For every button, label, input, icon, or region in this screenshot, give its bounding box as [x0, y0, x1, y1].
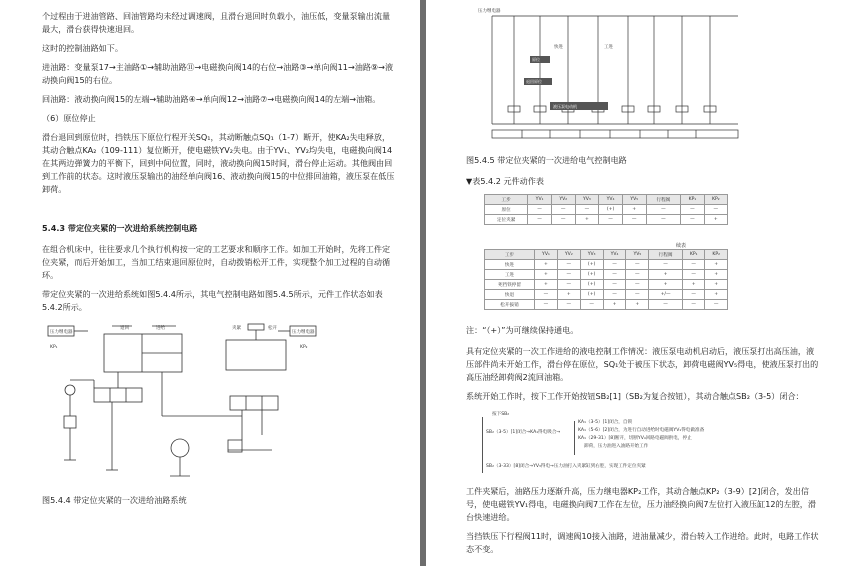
table-cell: — [603, 270, 626, 280]
table-cell: — [603, 280, 626, 290]
diagram-label: 压力继电器 [292, 330, 315, 335]
paragraph: 进油路：变量泵17→主油路①→辅助油路⑪→电磁换向阀14的右位→油路③→单向阀11→油路⑨→液动换向阀15的右位。 [42, 62, 394, 85]
table-cell: + [557, 290, 580, 300]
table-header-cell: 工步 [485, 195, 528, 205]
table-cell: 工进 [485, 270, 535, 280]
paragraph: 具有定位夹紧的一次工作进给的液电控制工作情况：液压泵电动机启动后，液压泵打出高压油，液压部件尚未开始工作，滑台停在原位，SQ₁处于被压下状态，卸荷电磁阀YV₅得电，使液压泵打出的高压油经卸荷阀2流回油箱。 [466, 346, 819, 382]
right-page [426, 0, 845, 566]
flow-step: KA₁（3-5）[1]闭合，自锁 [578, 420, 633, 425]
table-cell: — [557, 260, 580, 270]
diagram-label: 进给 [156, 326, 165, 331]
table-cell: + [622, 205, 646, 215]
table-cell: — [557, 280, 580, 290]
table-cell: — [682, 270, 705, 280]
diagram-label: 液压泵电动机 [553, 104, 577, 109]
table-header-cell: YV₄ [603, 250, 626, 260]
table-cell: 原位 [485, 205, 528, 215]
table-row [485, 205, 728, 215]
table-cell: — [682, 260, 705, 270]
table-cell: + [649, 280, 683, 290]
table-cell: — [575, 205, 599, 215]
paragraph: 工件夹紧后，油路压力逐渐升高，压力继电器KP₂工作，其动合触点KP₂（3-9）[2]闭合，发出信号，使电磁铁YV₁得电，电磁换向阀7工作在左位，压力油经换向阀7左位打入液压缸12的左腔，滑台快速进给。 [466, 486, 816, 522]
diagram-label: 工进 [604, 45, 613, 50]
table-header-cell: 行程阀 [649, 250, 683, 260]
flow-step: 按下SB₂ [492, 412, 510, 417]
table-cell: — [626, 290, 649, 300]
table-cell: — [528, 215, 552, 225]
table-cell: 死挡铁停留 [485, 280, 535, 290]
table-cell: 快进 [485, 260, 535, 270]
table-header-cell: KP₁ [681, 195, 704, 205]
table-header-cell: YV₃ [580, 250, 603, 260]
table-cell: + [704, 215, 727, 225]
table-cell: — [682, 290, 705, 300]
table-cell: — [682, 300, 705, 310]
table-title: ▼表5.4.2 元件动作表 [466, 176, 544, 186]
table-cell: + [534, 280, 557, 290]
table-cell: + [705, 280, 728, 290]
table-cell: (+) [580, 270, 603, 280]
table-header-cell: KP₁ [682, 250, 705, 260]
flow-step: SB₂（3-5）[1]闭合→KA₁得电吸合→ [486, 430, 561, 435]
paragraph: 个过程由于进油管路、回油管路均未经过调速阀，且滑台退回时负载小，油压低，变量泵输出流量最大，滑台获得快速退回。 [42, 11, 391, 34]
paragraph: 当挡铁压下行程阀11时，调速阀10接入油路，进油量减少，滑台转入工作进给。此时，电路工作状态不变。 [466, 531, 819, 554]
table-cell: — [534, 300, 557, 310]
table-header-cell: YV₁ [528, 195, 552, 205]
left-page [0, 0, 420, 566]
table-cell: 定位夹紧 [485, 215, 528, 225]
table-header-cell: YV₅ [622, 195, 646, 205]
table-row [485, 215, 728, 225]
diagram-label: 松开 [268, 326, 277, 331]
figure-caption: 图5.4.5 带定位夹紧的一次进给电气控制电路 [466, 155, 627, 165]
hydraulic-diagram [42, 320, 342, 490]
table-cell: 松开拔销 [485, 300, 535, 310]
table-cell: + [705, 260, 728, 270]
diagram-label: 压力继电器 [50, 330, 73, 335]
table-row [485, 270, 728, 280]
diagram-label: KP₁ [50, 345, 58, 350]
table-cell: + [575, 215, 599, 225]
table-cell: + [534, 260, 557, 270]
table-cell: — [528, 205, 552, 215]
paragraph: 在组合机床中，往往要求几个执行机构按一定的工艺要求和顺序工作。如加工开始时，先将工件定位夹紧，而后开始加工，当加工结束退回原位时，自动拨销松开工件，实现整个加工过程的自动循环。 [42, 244, 391, 280]
table-header-cell: YV₅ [626, 250, 649, 260]
table-cell: — [626, 270, 649, 280]
flow-diagram [474, 409, 819, 479]
table-cell: (+) [580, 280, 603, 290]
table-cell: + [534, 270, 557, 280]
table-cell: — [649, 260, 683, 270]
subheading: （6）原位停止 [42, 113, 96, 123]
table-header-cell: KP₂ [705, 250, 728, 260]
table-cell: — [626, 280, 649, 290]
table-cell: — [557, 300, 580, 310]
table-cell: — [646, 205, 681, 215]
table-cell: (+) [599, 205, 623, 215]
paragraph: 这时的控制油路如下。 [42, 43, 123, 53]
table-cell: + [705, 270, 728, 280]
table-cell: 快退 [485, 290, 535, 300]
paragraph: 系统开始工作时，按下工作开始按钮SB₂[1]（SB₂为复合按钮），其动合触点SB₂（3-5）闭合： [466, 391, 804, 401]
table-header-cell: YV₂ [557, 250, 580, 260]
table-cell: — [705, 300, 728, 310]
table-cell: +/— [649, 290, 683, 300]
table-cell: + [682, 280, 705, 290]
diagram-label: 退回 [120, 326, 129, 331]
table-row [485, 290, 728, 300]
table-cell: (+) [580, 260, 603, 270]
action-table-continued [484, 249, 728, 310]
paragraph: 带定位夹紧的一次进给系统如图5.4.4所示，其电气控制电路如图5.4.5所示，元件工作状态如表5.4.2所示。 [42, 289, 383, 312]
table-cell: — [681, 205, 704, 215]
flow-step: KA₁（29-31）[8]断开，切断YV₄回路电磁阀供电，停止 [578, 436, 692, 441]
flow-step: KA₁（5-6）[2]闭合，为进行自动进给时电磁阀YV₁得电做准备 [578, 428, 705, 433]
action-table [484, 194, 728, 225]
table-cell: + [705, 290, 728, 300]
circuit-diagram [478, 6, 748, 144]
table-header-cell: YV₁ [534, 250, 557, 260]
table-cell: — [580, 300, 603, 310]
table-row [485, 260, 728, 270]
table-cell: — [551, 205, 575, 215]
paragraph: 滑台退回到原位时，挡铁压下原位行程开关SQ₁，其动断触点SQ₁（1-7）断开，使KA₂失电释放，其动合触点KA₂（109-111）复位断开，使电磁铁YV₂失电。由于YV₁、YV₂均失电，电磁换向阀14在其两边弹簧力的平衡下，回到中间位置，同时，液动换向阀15时间，滑台停止运动。其他阀由回到工作前的状态。这时液压泵输出的油经单向阀16、液动换向阀15的中位排回油箱，液压泵在低压卸荷。 [42, 132, 395, 194]
table-cell: + [603, 300, 626, 310]
diagram-label: 夹紧 [232, 326, 241, 331]
table-continued-note: 续表 [675, 243, 686, 249]
table-row [485, 280, 728, 290]
table-header-cell: 行程阀 [646, 195, 681, 205]
figure-caption: 图5.4.4 带定位夹紧的一次进给油路系统 [42, 495, 187, 505]
diagram-label: KP₂ [300, 345, 308, 350]
diagram-label: 压力继电器 [478, 9, 501, 14]
table-cell: + [626, 300, 649, 310]
table-cell: (+) [580, 290, 603, 300]
table-cell: — [557, 270, 580, 280]
section-heading: 5.4.3 带定位夹紧的一次进给系统控制电路 [42, 223, 198, 233]
table-cell: — [534, 290, 557, 300]
table-header-cell: YV₄ [599, 195, 623, 205]
table-cell: — [622, 215, 646, 225]
diagram-label: 原位 [532, 57, 540, 62]
flow-step: SB₂（3-33）[8]闭合→YV₃得电→压力油打入夹紧缸到右腔，实现工件定位夹紧 [486, 464, 646, 469]
diagram-label: 退回原位 [526, 79, 542, 84]
table-cell: — [626, 260, 649, 270]
table-cell: — [681, 215, 704, 225]
table-header-cell: YV₃ [575, 195, 599, 205]
table-cell: — [603, 260, 626, 270]
flow-step: 卸荷，压力油进入油路开始工作 [584, 444, 649, 449]
table-cell: + [649, 270, 683, 280]
table-header-cell: 工步 [485, 250, 535, 260]
table-header-cell: YV₂ [551, 195, 575, 205]
table-note: 注：“（+）”为可继续保持通电。 [466, 325, 579, 335]
diagram-label: 快进 [554, 45, 563, 50]
table-cell: — [603, 290, 626, 300]
table-cell: — [599, 215, 623, 225]
table-header-cell: KP₂ [704, 195, 727, 205]
paragraph: 回油路：液动换向阀15的左端→辅助油路④→单向阀12→油路⑦→电磁换向阀14的左端→油箱。 [42, 94, 381, 104]
table-cell: — [704, 205, 727, 215]
table-cell: — [649, 300, 683, 310]
table-cell: — [646, 215, 681, 225]
table-cell: — [551, 215, 575, 225]
table-row [485, 300, 728, 310]
